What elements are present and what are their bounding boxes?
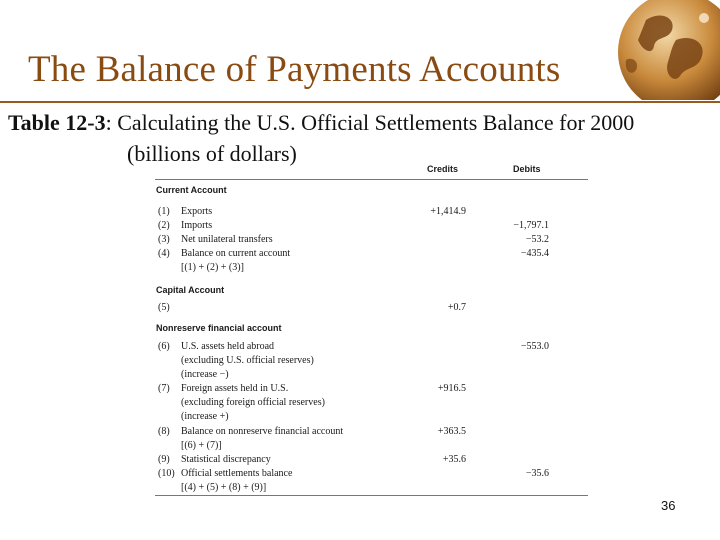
row-number: (1): [158, 206, 170, 217]
row-debit: −1,797.1: [513, 220, 549, 231]
title-underline: [0, 101, 720, 103]
row-credit: +0.7: [447, 302, 466, 313]
row-number: (6): [158, 341, 170, 352]
caption-label: Table 12-3: [8, 110, 106, 135]
row-number: (10): [158, 468, 175, 479]
row-credit: +363.5: [437, 426, 466, 437]
row-label: (excluding foreign official reserves): [181, 397, 325, 408]
section-capital-account: Capital Account: [156, 285, 225, 295]
section-nonreserve-financial-account: Nonreserve financial account: [156, 323, 282, 333]
row-label: Official settlements balance: [181, 468, 293, 479]
row-number: (9): [158, 454, 170, 465]
credits-header: Credits: [427, 164, 459, 174]
table-caption: [8, 110, 634, 136]
row-label: (increase +): [181, 411, 229, 422]
row-debit: −553.0: [520, 341, 549, 352]
header-rule: [155, 179, 588, 180]
table-caption-units: (billions of dollars): [127, 141, 297, 166]
row-label: Balance on current account: [181, 248, 291, 259]
row-debit: −35.6: [525, 468, 549, 479]
row-label: [(6) + (7)]: [181, 440, 222, 451]
row-number: (2): [158, 220, 170, 231]
row-label: Statistical discrepancy: [181, 454, 271, 465]
row-label: Net unilateral transfers: [181, 234, 273, 245]
table-bottom-rule: [155, 495, 588, 496]
row-label: Exports: [181, 206, 213, 217]
row-debit: −435.4: [520, 248, 549, 259]
row-label: [(4) + (5) + (8) + (9)]: [181, 482, 267, 493]
row-label: Imports: [181, 220, 213, 231]
row-label: (excluding U.S. official reserves): [181, 355, 314, 366]
row-number: (3): [158, 234, 170, 245]
section-current-account: Current Account: [156, 185, 227, 195]
row-label: Foreign assets held in U.S.: [181, 383, 289, 394]
caption-text: : Calculating the U.S. Official Settlements Balance for 2000: [105, 110, 635, 135]
row-number: (8): [158, 426, 170, 437]
globe-icon: [606, 0, 720, 100]
row-credit: +916.5: [437, 383, 466, 394]
row-debit: −53.2: [525, 234, 549, 245]
row-label: (increase −): [181, 369, 229, 380]
row-credit: +35.6: [442, 454, 466, 465]
row-number: (4): [158, 248, 170, 259]
page-number: 36: [661, 498, 676, 513]
row-number: (7): [158, 383, 170, 394]
row-label: [(1) + (2) + (3)]: [181, 262, 244, 273]
row-label: Balance on nonreserve financial account: [181, 426, 344, 437]
row-credit: +1,414.9: [430, 206, 466, 217]
row-label: U.S. assets held abroad: [181, 341, 275, 352]
debits-header: Debits: [513, 164, 541, 174]
slide-title: The Balance of Payments Accounts: [28, 49, 561, 90]
row-number: (5): [158, 302, 170, 313]
